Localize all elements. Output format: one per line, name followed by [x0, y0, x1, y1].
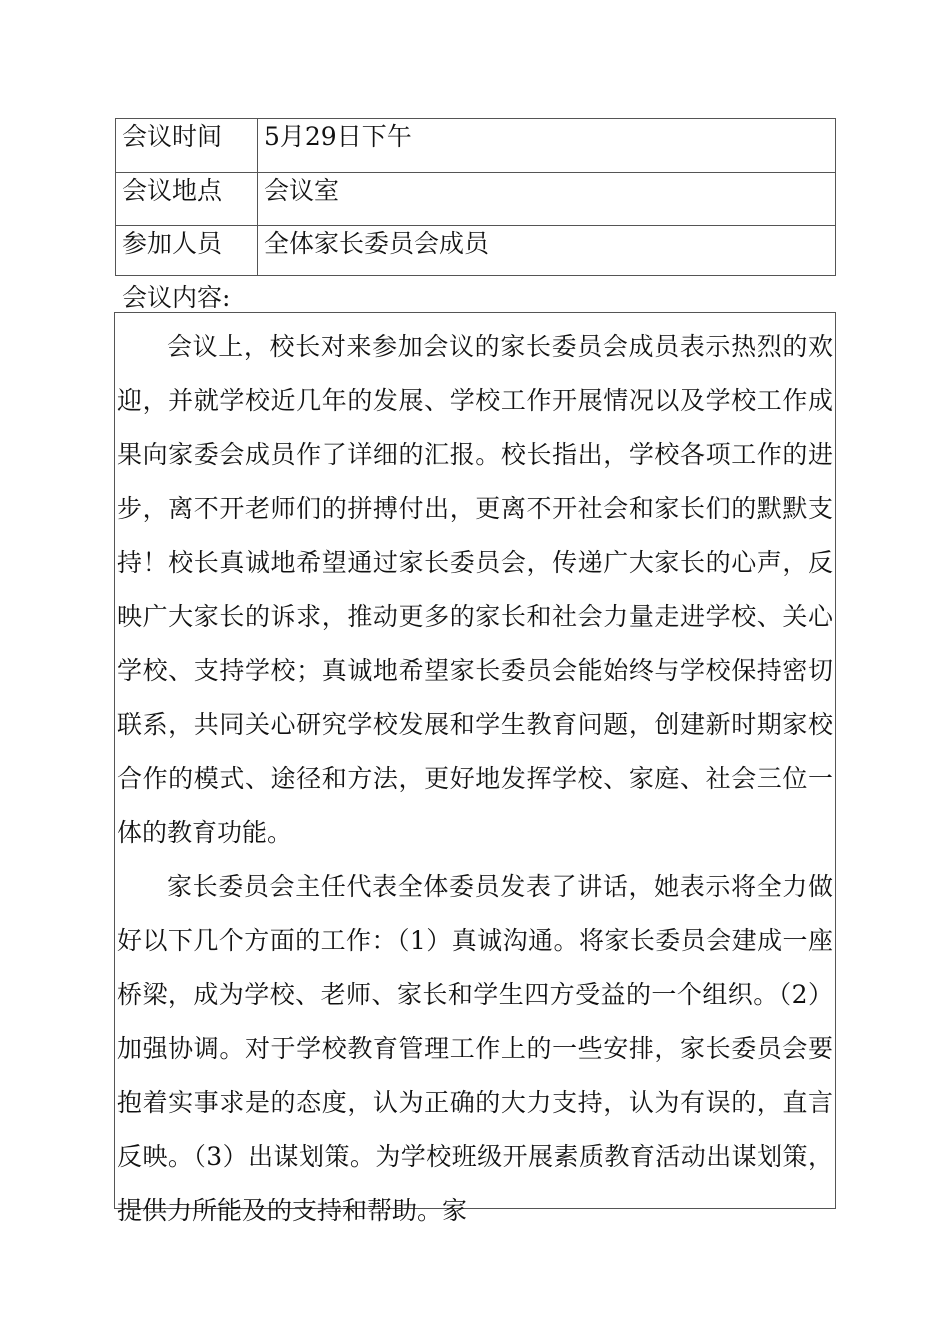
- content-paragraph-1: 会议上，校长对来参加会议的家长委员会成员表示热烈的欢迎，并就学校近几年的发展、学校工作开展情况以及学校工作成果向家委会成员作了详细的汇报。校长指出，学校各项工作的进步，离不开老师们的拼搏付出，更离不开社会和家长们的默默支持！校长真诚地希望通过家长委员会，传递广大家长的心声，反映广大家长的诉求，推动更多的家长和社会力量走进学校、关心学校、支持学校；真诚地希望家长委员会能始终与学校保持密切联系，共同关心研究学校发展和学生教育问题，创建新时期家校合作的模式、途径和方法，更好地发挥学校、家庭、社会三位一体的教育功能。: [117, 332, 833, 847]
- table-row: [116, 119, 836, 173]
- meeting-location-value: 会议室: [258, 173, 836, 226]
- table-row: [116, 226, 836, 276]
- meeting-content-label: 会议内容:: [122, 283, 231, 312]
- attendees-label: 参加人员: [116, 226, 258, 276]
- meeting-content-box: [114, 312, 836, 1225]
- table-row: [116, 173, 836, 226]
- content-paragraph-2: 家长委员会主任代表全体委员发表了讲话，她表示将全力做好以下几个方面的工作：（1）真诚沟通。将家长委员会建成一座桥梁，成为学校、老师、家长和学生四方受益的一个组织。（2）加强协调。对于学校教育管理工作上的一些安排，家长委员会要抱着实事求是的态度，认为正确的大力支持，认为有误的，直言反映。（3）出谋划策。为学校班级开展素质教育活动出谋划策，提供力所能及的支持和帮助。家: [117, 872, 833, 1225]
- attendees-value: 全体家长委员会成员: [258, 226, 836, 276]
- meeting-location-label: 会议地点: [116, 173, 258, 226]
- meeting-info-table: [115, 118, 836, 276]
- meeting-time-label: 会议时间: [116, 119, 258, 173]
- meeting-time-value: 5月29日下午: [258, 119, 836, 173]
